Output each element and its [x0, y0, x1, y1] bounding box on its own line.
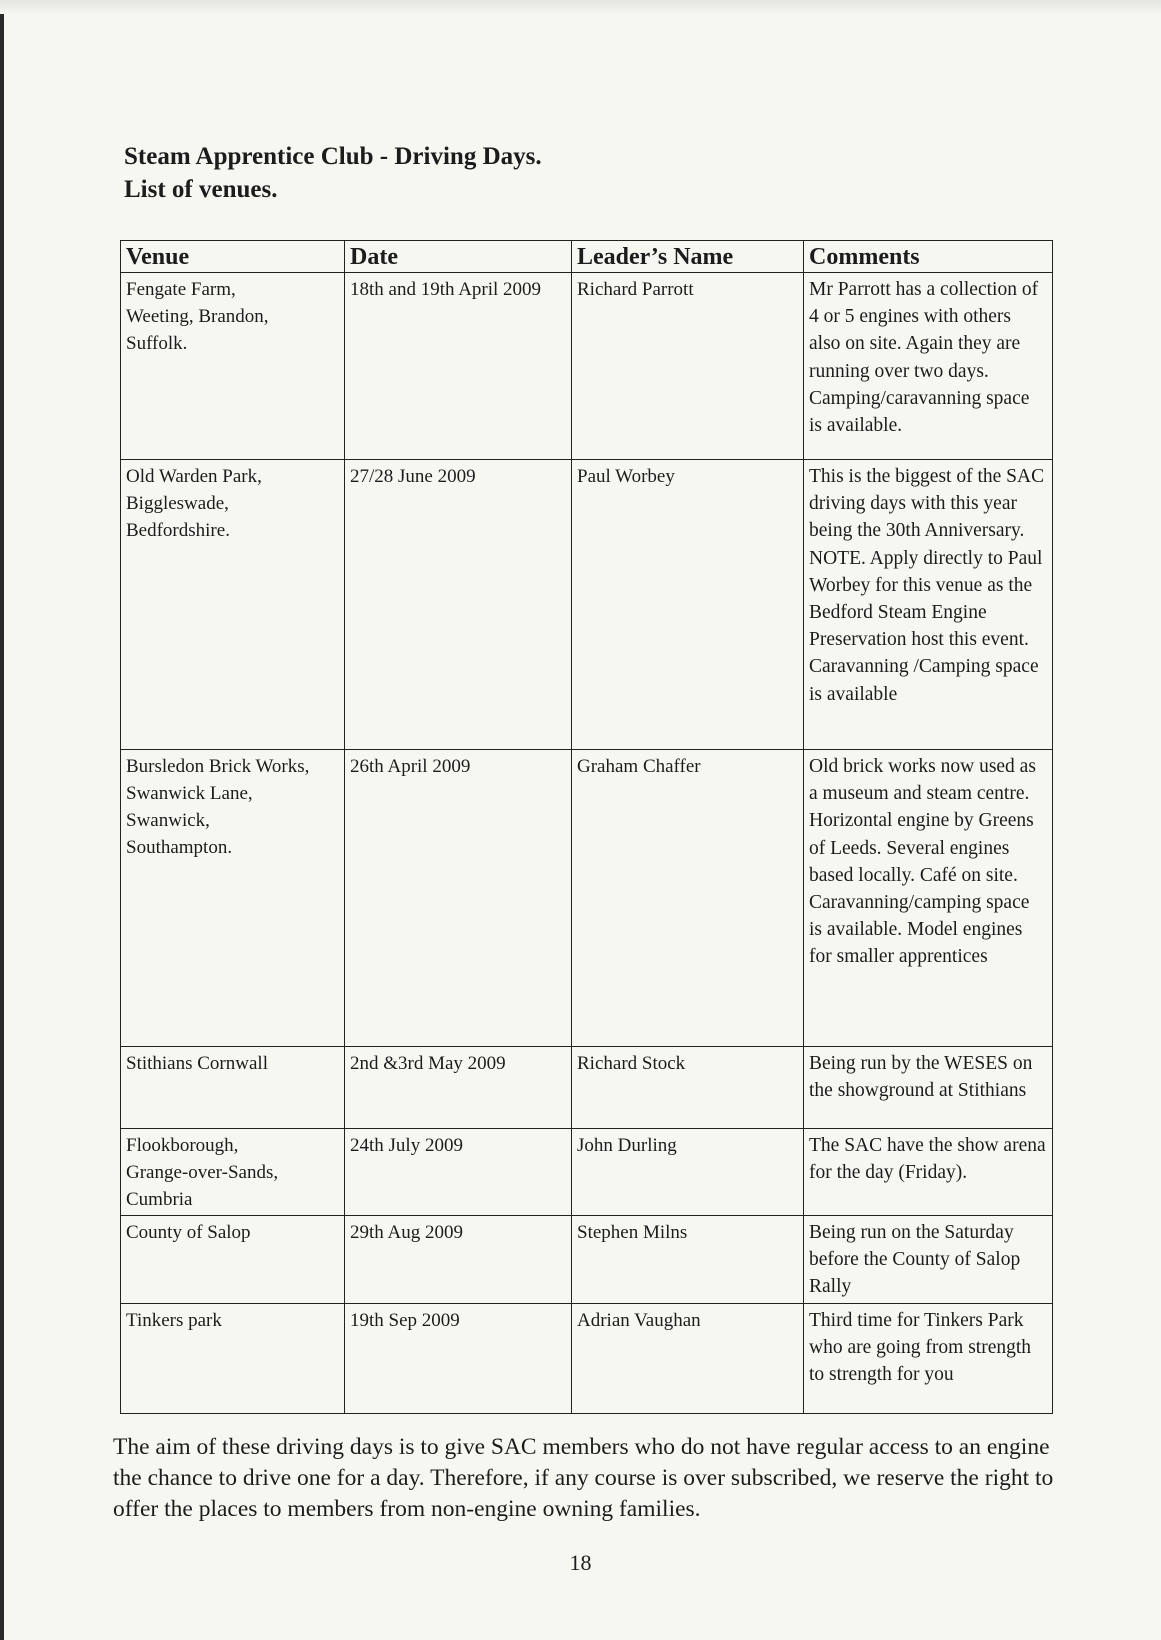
venues-table [120, 240, 1053, 1414]
venue-cell: Fengate Farm, Weeting, Brandon, Suffolk. [121, 273, 345, 460]
comments-cell: Being run on the Saturday before the County of Salop Rally [804, 1216, 1053, 1304]
table-row [121, 273, 1053, 460]
page-number: 18 [569, 1550, 592, 1575]
footnote-paragraph: The aim of these driving days is to give SAC members who do not have regular access to an engine the chance to drive one for a day. Therefore, if any course is over subscribed, we reserve the right to offer the places to members from non-engine owning families. [113, 1434, 1054, 1522]
venue-cell: Tinkers park [121, 1303, 345, 1413]
date-cell: 24th July 2009 [345, 1129, 572, 1216]
page-edge [0, 0, 4, 1640]
venue-cell: Stithians Cornwall [121, 1047, 345, 1129]
venue-cell: Bursledon Brick Works, Swanwick Lane, Swanwick, Southampton. [121, 750, 345, 1047]
comments-cell: Mr Parrott has a collection of 4 or 5 engines with others also on site. Again they are running over two days. Camping/caravanning space is available. [804, 273, 1053, 460]
table-row [121, 460, 1053, 750]
leader-cell: Adrian Vaughan [572, 1303, 804, 1413]
leader-cell: Paul Worbey [572, 460, 804, 750]
date-cell: 27/28 June 2009 [345, 460, 572, 750]
comments-cell: Being run by the WESES on the showground at Stithians [804, 1047, 1053, 1129]
table-row [121, 1129, 1053, 1216]
comments-cell: Old brick works now used as a museum and steam centre. Horizontal engine by Greens of Leeds. Several engines based locally. Café on site. Caravanning/camping space is available. Model engines for smaller apprentices [804, 750, 1053, 1047]
comments-cell: The SAC have the show arena for the day (Friday). [804, 1129, 1053, 1216]
table-header-row [121, 241, 1053, 273]
leader-cell: Richard Stock [572, 1047, 804, 1129]
date-cell: 29th Aug 2009 [345, 1216, 572, 1304]
document-title: Steam Apprentice Club - Driving Days. [124, 143, 542, 170]
table-row [121, 1216, 1053, 1304]
date-cell: 18th and 19th April 2009 [345, 273, 572, 460]
page-heading [124, 140, 542, 206]
comments-cell: Third time for Tinkers Park who are going from strength to strength for you [804, 1303, 1053, 1413]
date-cell: 2nd &3rd May 2009 [345, 1047, 572, 1129]
comments-cell: This is the biggest of the SAC driving days with this year being the 30th Anniversary. NOTE. Apply directly to Paul Worbey for this venue as the Bedford Steam Engine Preservation host this event. Caravanning /Camping space is available [804, 460, 1053, 750]
document-subtitle: List of venues. [124, 176, 278, 203]
leader-cell: Graham Chaffer [572, 750, 804, 1047]
column-header-date: Date [345, 241, 572, 273]
venue-cell: Flookborough, Grange-over-Sands, Cumbria [121, 1129, 345, 1216]
venue-cell: County of Salop [121, 1216, 345, 1304]
table-row [121, 750, 1053, 1047]
column-header-leader: Leader’s Name [572, 241, 804, 273]
column-header-comments: Comments [804, 241, 1053, 273]
date-cell: 19th Sep 2009 [345, 1303, 572, 1413]
table-row [121, 1303, 1053, 1413]
leader-cell: Stephen Milns [572, 1216, 804, 1304]
table-row [121, 1047, 1053, 1129]
column-header-venue: Venue [121, 241, 345, 273]
venue-cell: Old Warden Park, Biggleswade, Bedfordshire. [121, 460, 345, 750]
leader-cell: John Durling [572, 1129, 804, 1216]
leader-cell: Richard Parrott [572, 273, 804, 460]
scan-shadow [0, 0, 1161, 14]
date-cell: 26th April 2009 [345, 750, 572, 1047]
